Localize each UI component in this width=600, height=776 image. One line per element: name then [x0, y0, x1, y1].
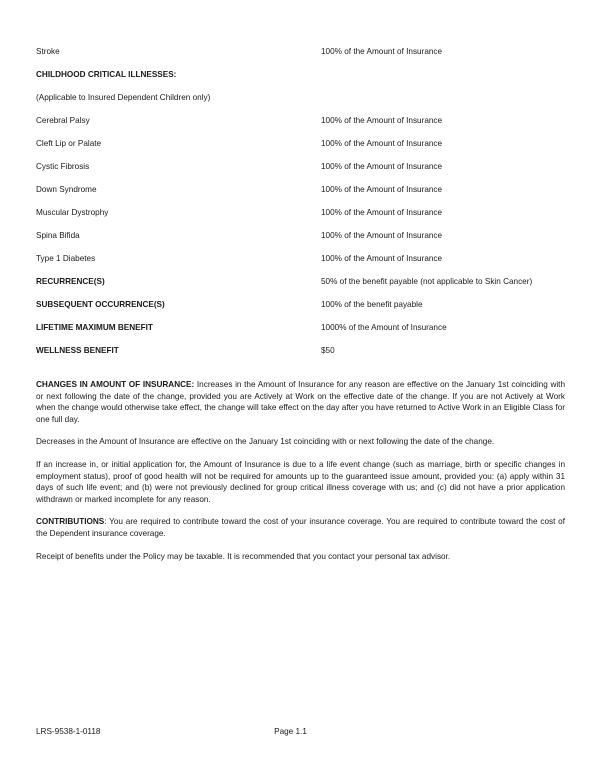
benefit-label: LIFETIME MAXIMUM BENEFIT [36, 323, 153, 332]
benefit-schedule-body [36, 46, 565, 368]
schedule-row [36, 299, 565, 322]
benefit-value: 50% of the benefit payable (not applicable to Skin Cancer) [321, 277, 533, 286]
benefit-label: Stroke [36, 47, 60, 56]
paragraph-lead-in: CONTRIBUTIONS [36, 517, 105, 527]
benefit-label: Muscular Dystrophy [36, 208, 109, 217]
page-content [36, 46, 565, 562]
body-paragraph [36, 551, 565, 563]
benefit-label: CHILDHOOD CRITICAL ILLNESSES: [36, 70, 177, 79]
benefit-label: RECURRENCE(S) [36, 277, 105, 286]
schedule-row [36, 276, 565, 299]
benefit-value: 1000% of the Amount of Insurance [321, 323, 447, 332]
benefit-label: WELLNESS BENEFIT [36, 346, 119, 355]
benefit-value: 100% of the Amount of Insurance [321, 185, 443, 194]
benefit-value: 100% of the Amount of Insurance [321, 116, 443, 125]
paragraph-text: Decreases in the Amount of Insurance are effective on the January 1st coinciding with or next following the date of the change. [36, 437, 495, 447]
schedule-row [36, 322, 565, 345]
benefit-label: (Applicable to Insured Dependent Children only) [36, 93, 211, 102]
schedule-row [36, 46, 565, 69]
schedule-row [36, 345, 565, 368]
body-paragraph [36, 436, 565, 448]
benefit-value: 100% of the Amount of Insurance [321, 254, 443, 263]
schedule-row [36, 184, 565, 207]
benefit-schedule-table [36, 46, 565, 368]
schedule-row [36, 230, 565, 253]
schedule-row [36, 207, 565, 230]
schedule-row [36, 92, 565, 115]
benefit-label: Down Syndrome [36, 185, 97, 194]
schedule-row [36, 69, 565, 92]
body-paragraph [36, 516, 565, 539]
benefit-label: Spina Bifida [36, 231, 80, 240]
benefit-label: Cleft Lip or Palate [36, 139, 102, 148]
benefit-value: 100% of the Amount of Insurance [321, 139, 443, 148]
footer-form-number: LRS-9538-1-0118 [36, 727, 101, 736]
body-paragraphs [36, 379, 565, 562]
schedule-row [36, 161, 565, 184]
benefit-value: 100% of the benefit payable [321, 300, 423, 309]
benefit-value: $50 [321, 346, 335, 355]
benefit-label: Type 1 Diabetes [36, 254, 96, 263]
schedule-row [36, 253, 565, 276]
benefit-label: Cystic Fibrosis [36, 162, 90, 171]
benefit-value [321, 92, 565, 115]
benefit-value: 100% of the Amount of Insurance [321, 47, 443, 56]
schedule-row [36, 138, 565, 161]
benefit-value [321, 69, 565, 92]
paragraph-lead-in: CHANGES IN AMOUNT OF INSURANCE: [36, 380, 195, 389]
footer-page-number: Page 1.1 [274, 727, 307, 736]
paragraph-text: If an increase in, or initial application for, the Amount of Insurance is due to a life event change (such as marriage, birth or specific changes in employment status), proof of good health will not be required for amounts up to the guaranteed issue amount, provided you: (a) apply within 31 days of such life event; and (b) were not previously declined for group critical illness coverage with us; and (c) did not have a prior application withdrawn or marked incomplete for any reason. [36, 459, 565, 504]
benefit-value: 100% of the Amount of Insurance [321, 231, 443, 240]
benefit-value: 100% of the Amount of Insurance [321, 208, 443, 217]
body-paragraph [36, 379, 565, 425]
body-paragraph [36, 459, 565, 505]
paragraph-text: Receipt of benefits under the Policy may be taxable. It is recommended that you contact your personal tax advisor. [36, 551, 451, 561]
benefit-label: SUBSEQUENT OCCURRENCE(S) [36, 300, 165, 309]
benefit-label: Cerebral Palsy [36, 116, 90, 125]
benefit-value: 100% of the Amount of Insurance [321, 162, 443, 171]
paragraph-text: Increases in the Amount of Insurance for any reason are effective on the January 1st coinciding with or next following the date of the change, provided you are Actively at Work on the effective date of the change. If you are not Actively at Work when the change would otherwise take effect, the change will take effect on the day after you have returned to Active Work in an Eligible Class for one full day. [36, 380, 565, 424]
schedule-row [36, 115, 565, 138]
paragraph-text: : You are required to contribute toward the cost of your insurance coverage. You are required to contribute toward the cost of the Dependent insurance coverage. [36, 517, 565, 538]
